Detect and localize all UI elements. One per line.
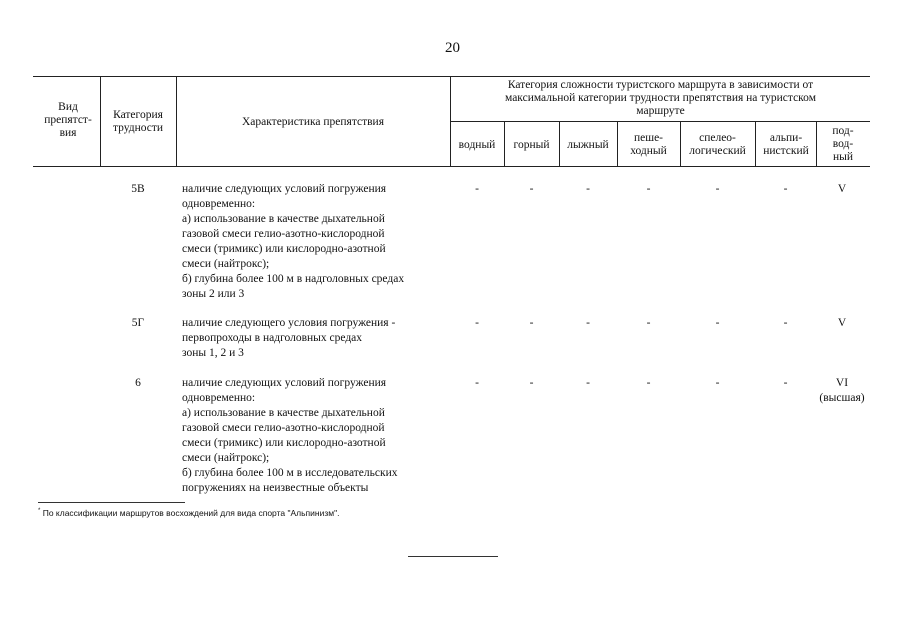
row-category: 5В (131, 183, 145, 195)
footnote-text: По классификации маршрутов восхождений для вида спорта "Альпинизм". (42, 508, 340, 518)
row-description: наличие следующего условия погружения - первопроходы в надголовных средах зоны 1, 2 и 3 (182, 317, 396, 359)
header-category: Категория трудности (112, 109, 164, 134)
header-sub-mountain: горный (513, 139, 550, 151)
row-value-water: - (475, 317, 479, 329)
header-sub-hiking: пеше-ходный (630, 132, 667, 157)
row-value-alpine: - (783, 317, 788, 329)
row-category: 5Г (131, 317, 145, 329)
row-value-ski: - (586, 183, 590, 195)
col-divider (617, 121, 618, 166)
col-divider (680, 121, 681, 166)
header-kind: Вид препятст-вия (44, 101, 92, 139)
row-value-ski: - (586, 377, 590, 389)
row-value-speleo: - (715, 377, 720, 389)
row-value-underwater: V (837, 183, 847, 195)
page-end-rule (408, 556, 498, 557)
footnote (38, 508, 339, 518)
col-divider (176, 76, 177, 166)
row-value-underwater: VI (высшая) (819, 377, 865, 404)
row-value-hiking: - (646, 377, 651, 389)
header-sub-underwater: под-вод-ный (832, 125, 854, 163)
col-divider (450, 76, 451, 166)
header-characteristic: Характеристика препятствия (241, 116, 385, 128)
footnote-mark: * (38, 508, 41, 515)
row-value-speleo: - (715, 183, 720, 195)
header-bottom-rule (33, 166, 870, 167)
header-sub-speleo: спелео-логический (689, 132, 746, 157)
row-value-alpine: - (783, 377, 788, 389)
page-number: 20 (445, 40, 460, 56)
col-divider (816, 121, 817, 166)
row-value-water: - (475, 377, 479, 389)
header-sub-alpine: альпи-нистский (763, 132, 809, 157)
col-divider (100, 76, 101, 166)
group-header-rule (450, 121, 870, 122)
row-value-underwater: V (837, 317, 847, 329)
row-value-mountain: - (529, 317, 534, 329)
row-value-mountain: - (529, 183, 534, 195)
row-description: наличие следующих условий погружения одновременно: а) использование в качестве дыхательной газовой смеси гелио-азотно-кислородной смеси (тримикс) или кислородно-азотной смеси (найтрокс); б) глубина более 100 м в исследовательских погружениях на неизвестные объекты (182, 377, 398, 494)
table-top-rule (33, 76, 870, 77)
row-value-mountain: - (529, 377, 534, 389)
row-value-speleo: - (715, 317, 720, 329)
row-value-ski: - (586, 317, 590, 329)
row-value-alpine: - (783, 183, 788, 195)
header-sub-water: водный (458, 139, 496, 151)
row-value-hiking: - (646, 183, 651, 195)
row-value-water: - (475, 183, 479, 195)
footnote-rule (38, 502, 185, 503)
row-description: наличие следующих условий погружения одновременно: а) использование в качестве дыхательной газовой смеси гелио-азотно-кислородной смеси (тримикс) или кислородно-азотной смеси (найтрокс); б) глубина более 100 м в надголовных средах зоны 2 или 3 (182, 183, 405, 300)
header-sub-ski: лыжный (567, 139, 609, 151)
header-group: Категория сложности туристского маршрута в зависимости от максимальной категории трудности препятствия на туристском маршруте (505, 79, 816, 117)
row-value-hiking: - (646, 317, 651, 329)
col-divider (755, 121, 756, 166)
row-category: 6 (135, 377, 141, 389)
